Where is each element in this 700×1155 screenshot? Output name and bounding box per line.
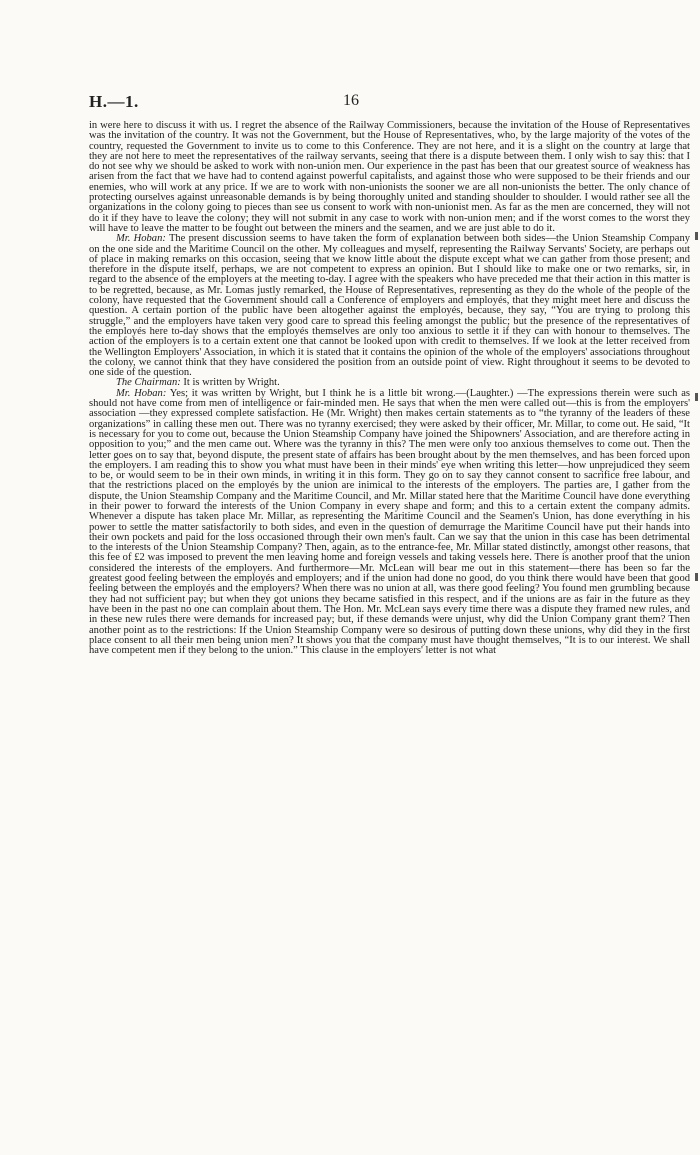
speaker-name: The Chairman: — [116, 377, 181, 389]
page-header — [89, 92, 689, 116]
page-reference: H.—1. — [89, 92, 139, 111]
margin-mark — [695, 393, 698, 401]
paragraph-3-text: It is written by Wright. — [183, 377, 280, 389]
paragraph-4-text: Yes; it was written by Wright, but I think he is a little bit wrong.—(Laughter.) —The expressions therein were such as should not have come from men of intelligence or fair-minded men. He says that when the men were called out—this is from the employers' association —they expressed complete satisfaction. He (Mr. Wright) then makes certain statements as to “the tyranny of the leaders of these organizations” in calling these men out. There was no tyranny exercised; they were asked by their officer, Mr. Millar, to come out. He said, “It is necessary for you to come out, because the Union Steamship Company have joined the Shipowners' Association, and are therefore acting in opposition to you;” and the men came out. Where was the tyranny in this? The men were only too anxious themselves to come out. Then the letter goes on to say that, beyond dispute, the present state of affairs has been brought about by the men themselves, and has been forced upon the employers. I am reading this to show you what must have been in their minds' eye when writing this letter—how unprejudiced they seem to be, or would seem to be in their own minds, in writing it in this form. They go on to say they cannot consent to sacrifice free labour, and that the restrictions placed on the employés by the union are inimical to the interests of the employers. The parties are, I gather from the dispute, the Union Steamship Company and the Maritime Council, and Mr. Millar stated here that the Maritime Council have done everything in their power to forward the interests of the Union Company in every shape and form; and this to a certain extent the company admits. Whenever a dispute has taken place Mr. Millar, as representing the Maritime Council and the Seamen's Union, has done everything in his power to settle the matter satisfactorily to both sides, and even in the question of demurrage the Maritime Council have put their hands into their own pockets and paid for the loss occasioned through their own men's fault. Can we say that the union in this case has been detrimental to the interests of the Union Steamship Company? Then, again, as to the entrance-fee, Mr. Millar stated distinctly, amongst other reasons, that this fee of £2 was imposed to prevent the men leaving home and foreign vessels and taking vessels here. There is another proof that the union considered the interests of the employers. And furthermore—Mr. McLean will bear me out in this statement—there has been so far the greatest good feeling between the employés and employers; and if the union had done no good, do you think there would have been that good feeling between the employés and the employers? When there was no union at all, was there good feeling? You found men grumbling because they had not sufficient pay; but when they got unions they became satisfied in this respect, and if the unions are as fair in the future as they have been in the past no one can complain about them. The Hon. Mr. McLean says every time there was a dispute they framed new rules, and in these new rules there were demands for increased pay; but, if these demands were unjust, why did the Union Company grant them? Then another point as to the restrictions: If the Union Steamship Company were so desirous of putting down these unions, why did they in the first place consent to all their men being union men? It shows you that the company must have thought themselves, “It is to our interest. We shall have competent men if they belong to the union.” This clause in the employers' letter is not what — [89, 387, 691, 657]
paragraph-1 — [89, 121, 690, 234]
paragraph-2 — [89, 234, 690, 378]
paragraph-2-text: The present discussion seems to have taken the form of explanation between both sides—the Union Steamship Company on the one side and the Maritime Council on the other. My colleagues and myself, representing the Railway Servants' Society, are perhaps out of place in making remarks on this occasion, seeing that we know little about the dispute except what we can gather from those present; and therefore in the dispute itself, perhaps, we are not competent to express an opinion. But I should like to make one or two remarks, sir, in regard to the absence of the employers at the meeting to-day. I agree with the speakers who have preceded me that their action in this matter is to be regretted, because, as Mr. Lomas justly remarked, the House of Representatives, representing as they do the whole of the people of the colony, have requested that the Government should call a Conference of employers and employés, that they might meet here and discuss the question. A certain portion of the public have been altogether against the employés, because, they say, “You are trying to prolong this struggle,” and the employers have taken very good care to spread this feeling amongst the public; but the presence of the representatives of the employés here to-day shows that the employés themselves are only too anxious to settle it if they can with honour to themselves. The action of the employers is to a certain extent one that cannot be looked upon with credit to themselves. If we look at the letter received from the Wellington Employers' Association, in which it is stated that it contains the opinion of the whole of the employers' associations throughout the colony, we cannot think that they have considered the position from an outside point of view. Right throughout it seems to be devoted to one side of the question. — [89, 233, 690, 379]
speaker-name: Mr. Hoban: — [116, 233, 166, 245]
paragraph-4 — [89, 389, 690, 657]
body-text — [89, 121, 690, 656]
margin-mark — [695, 232, 698, 240]
margin-mark — [695, 573, 698, 581]
paragraph-1-text: in were here to discuss it with us. I regret the absence of the Railway Commissioners, because the invitation of the House of Representatives was the invitation of the country. It was not the Government, but the House of Representatives, who, by the large majority of the votes of the country, requested the Government to invite us to come to this Conference. They are not here, and it is a slight on the country at large that they are not here to meet the representatives of the railway servants, seeing that there is a dispute between them. I only wish to say this: that I do not see why we should be asked to work with non-union men. Our experience in the past has been that our greatest source of weakness has arisen from the fact that we have had to contend against powerful capitalists, and against those who were supposed to be their friends and our enemies, who will work at any price. If we are to work with non-unionists the sooner we are all non-unionists the better. The only chance of protecting ourselves against unreasonable demands is by being thoroughly united and standing shoulder to shoulder. I would rather see all the organizations in the colony going to pieces than see us consent to work with non-unionist men. As far as the men are concerned, they will not do it if they have to leave the colony; they will not submit in any case to work with non-union men; and if the worst comes to the worst they will have to leave the matter to be fought out between the miners and the seamen, and we are just able to do it. — [89, 120, 690, 234]
page-number: 16 — [343, 92, 359, 109]
speaker-name: Mr. Hoban: — [116, 387, 167, 399]
